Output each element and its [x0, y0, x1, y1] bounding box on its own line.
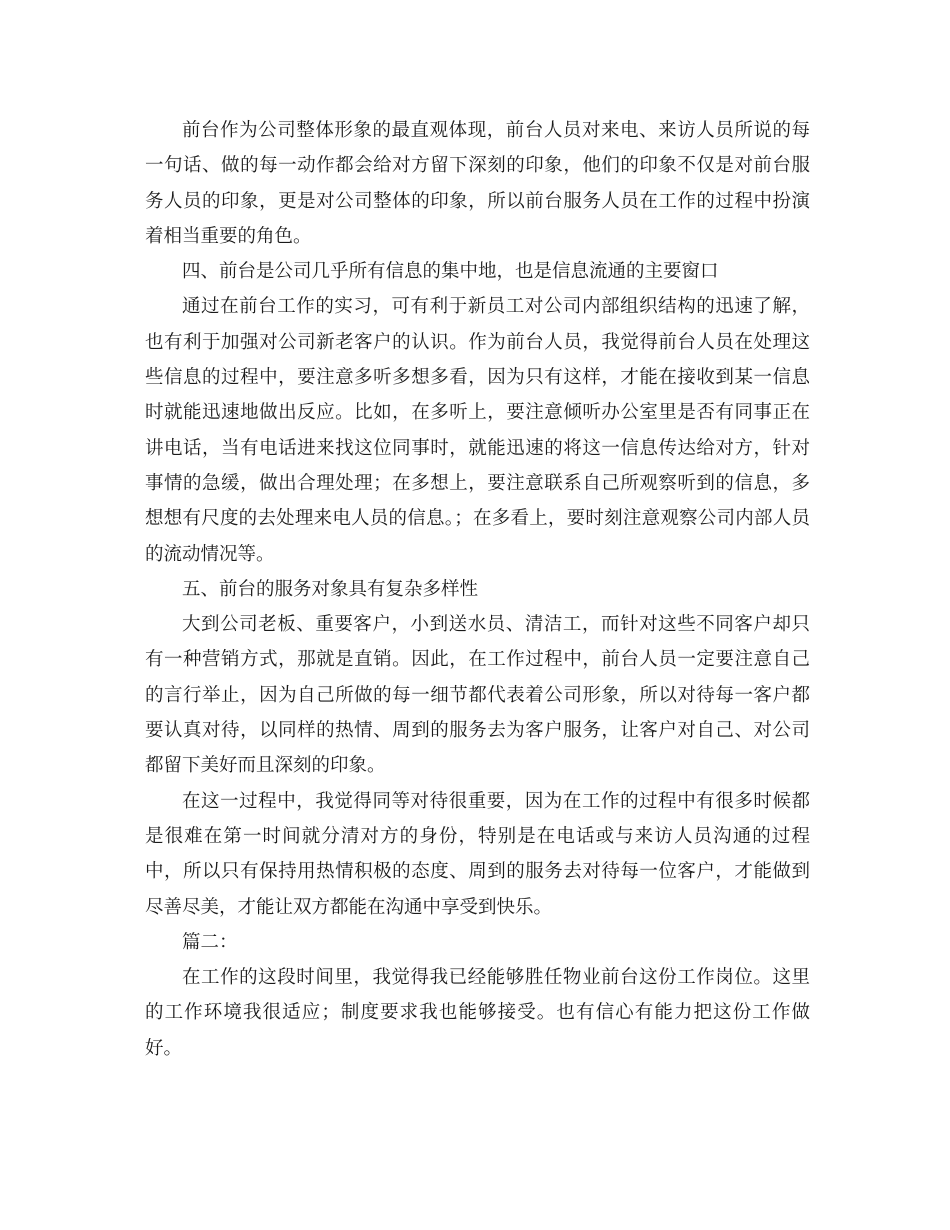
paragraph-information-hub: 通过在前台工作的实习，可有利于新员工对公司内部组织结构的迅速了解，也有利于加强对公司新老客户的认识。作为前台人员，我觉得前台人员在处理这些信息的过程中，要注意多听多想多看，因为只有这样，才能在接收到某一信息时就能迅速地做出反应。比如，在多听上，要注意倾听办公室里是否有同事正在讲电话，当有电话进来找这位同事时，就能迅速的将这一信息传达给对方，针对事情的急缓，做出合理处理；在多想上，要注意联系自己所观察听到的信息，多想想有尺度的去处理来电人员的信息。；在多看上，要时刻注意观察公司内部人员的流动情况等。 [145, 296, 810, 565]
paragraph-part-two-intro: 在工作的这段时间里，我觉得我已经能够胜任物业前台这份工作岗位。这里的工作环境我很适应；制度要求我也能够接受。也有信心有能力把这份工作做好。 [145, 967, 810, 1059]
section-heading-four: 四、前台是公司几乎所有信息的集中地，也是信息流通的主要窗口 [182, 261, 719, 283]
paragraph-equal-treatment: 在这一过程中，我觉得同等对待很重要，因为在工作的过程中有很多时候都是很难在第一时间就分清对方的身份，特别是在电话或与来访人员沟通的过程中，所以只有保持用热情积极的态度、周到的服务去对待每一位客户，才能做到尽善尽美，才能让双方都能在沟通中享受到快乐。 [145, 790, 810, 918]
paragraph-service-targets: 大到公司老板、重要客户，小到送水员、清洁工，而针对这些不同客户却只有一种营销方式，那就是直销。因此，在工作过程中，前台人员一定要注意自己的言行举止，因为自己所做的每一细节都代表着公司形象，所以对待每一客户都要认真对待，以同样的热情、周到的服务去为客户服务，让客户对自己、对公司都留下美好而且深刻的印象。 [145, 614, 810, 777]
paragraph-front-desk-image: 前台作为公司整体形象的最直观体现，前台人员对来电、来访人员所说的每一句话、做的每一动作都会给对方留下深刻的印象，他们的印象不仅是对前台服务人员的印象，更是对公司整体的印象，所以前台服务人员在工作的过程中扮演着相当重要的角色。 [145, 120, 810, 247]
section-heading-part-two: 篇二： [182, 931, 238, 953]
section-heading-five: 五、前台的服务对象具有复杂多样性 [182, 578, 479, 600]
document-body [145, 113, 810, 1066]
